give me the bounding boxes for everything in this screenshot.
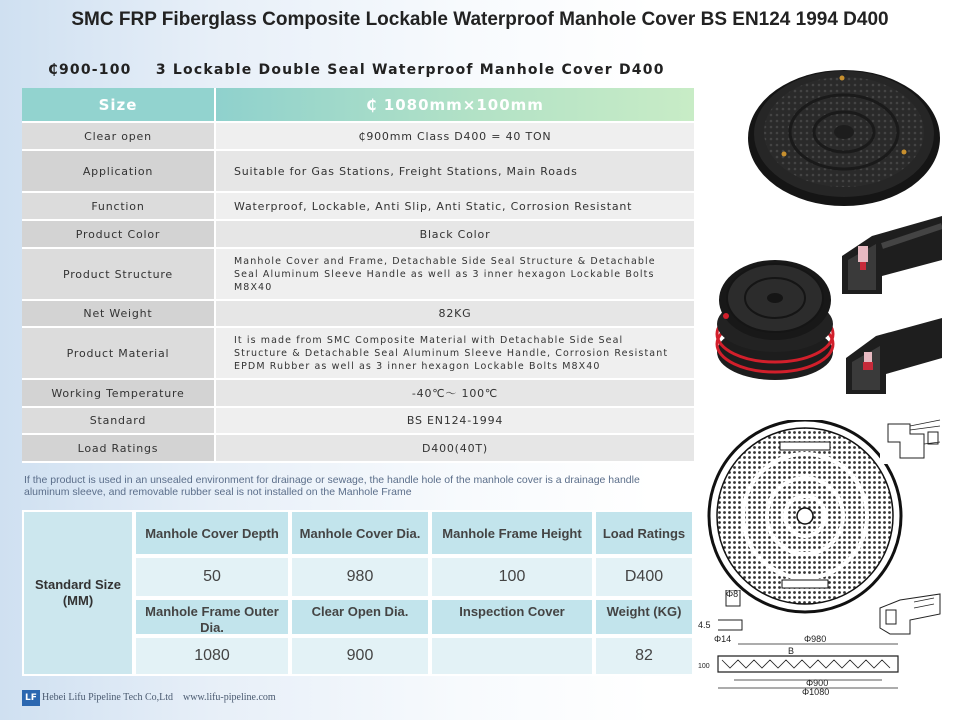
spec-table: [22, 88, 694, 463]
spec-value: ₵900mm Class D400 = 40 TON: [215, 122, 694, 150]
manhole-cover-photo: [744, 58, 944, 208]
std-value-frame-outer-dia: 1080: [134, 636, 290, 676]
spec-value: It is made from SMC Composite Material with Detachable Side Seal Structure & Detachable Seal Aluminum Sleeve Handle, Corrosion Resistant EPDM Rubber as well as 3 inner hexagon Lockable Bolts M8X40: [215, 327, 694, 379]
spec-header-row: [22, 88, 694, 122]
standard-size-label: Standard Size (MM): [22, 510, 134, 676]
spec-key: Product Structure: [22, 248, 215, 300]
spec-key: Standard: [22, 407, 215, 434]
spec-value: Suitable for Gas Stations, Freight Stations, Main Roads: [215, 150, 694, 192]
table-row: [22, 434, 694, 462]
page-subtitle: ₵900-100 3 Lockable Double Seal Waterproof Manhole Cover D400: [48, 62, 665, 78]
std-value-clear-open-dia: 900: [290, 636, 430, 676]
table-row: [22, 379, 694, 407]
table-row: [22, 220, 694, 248]
std-value-frame-height: 100: [430, 556, 594, 598]
dim-8-label: Φ8: [726, 590, 739, 599]
std-value-cover-depth: 50: [134, 556, 290, 598]
spec-value: Manhole Cover and Frame, Detachable Side Seal Structure & Detachable Seal Aluminum Sleeve Handle as well as 3 inner hexagon Lockable Bolts M8X40: [215, 248, 694, 300]
spec-key: Clear open: [22, 122, 215, 150]
spec-key: Function: [22, 192, 215, 220]
page-title: SMC FRP Fiberglass Composite Lockable Waterproof Manhole Cover BS EN124 1994 D400: [71, 9, 889, 30]
company-logo: LF: [22, 690, 40, 706]
dim-45-label: 4.5: [698, 620, 711, 630]
spec-value: -40℃～ 100℃: [215, 379, 694, 407]
section-detail-photo-2: [846, 318, 942, 394]
std-header-cover-depth: Manhole Cover Depth: [134, 510, 290, 556]
table-row: [22, 150, 694, 192]
profile-drawing-1: [880, 414, 946, 464]
std-header-weight: Weight (KG): [594, 598, 694, 636]
spec-key: Working Temperature: [22, 379, 215, 407]
standard-size-table: [22, 510, 694, 676]
spec-value: Black Color: [215, 220, 694, 248]
dim-900-label: Φ900: [806, 678, 829, 688]
spec-header-value: ₵ 1080mm×100mm: [215, 88, 694, 122]
table-row: [22, 122, 694, 150]
table-row: [22, 407, 694, 434]
std-header-frame-height: Manhole Frame Height: [430, 510, 594, 556]
table-row: [22, 300, 694, 327]
std-value-cover-dia: 980: [290, 556, 430, 598]
section-mark-label: B: [788, 646, 795, 656]
spec-value: 82KG: [215, 300, 694, 327]
spec-header-key: Size: [22, 88, 215, 122]
usage-note: If the product is used in an unsealed environment for drainage or sewage, the handle hole of the manhole cover is a drainage handle aluminum sleeve, and removable rubber seal is not installed on the Manhole Frame: [24, 474, 640, 498]
technical-drawing-section: [698, 590, 918, 698]
std-header-clear-open-dia: Clear Open Dia.: [290, 598, 430, 636]
dim-100-label: 100: [698, 663, 710, 670]
spec-value: BS EN124-1994: [215, 407, 694, 434]
spec-value: D400(40T): [215, 434, 694, 462]
std-header-cover-dia: Manhole Cover Dia.: [290, 510, 430, 556]
std-header-frame-outer-dia: Manhole Frame Outer Dia.: [134, 598, 290, 636]
spec-key: Product Material: [22, 327, 215, 379]
std-value-inspection-cover: [430, 636, 594, 676]
std-header-load-ratings: Load Ratings: [594, 510, 694, 556]
spec-value: Waterproof, Lockable, Anti Slip, Anti Static, Corrosion Resistant: [215, 192, 694, 220]
footer-text: [42, 692, 276, 703]
company-name: Hebei Lifu Pipeline Tech Co,Ltd: [42, 692, 174, 703]
table-row: [22, 327, 694, 379]
dim-1080-label: Φ1080: [802, 687, 830, 697]
std-value-weight: 82: [594, 636, 694, 676]
table-row: [22, 248, 694, 300]
company-website: www.lifu-pipeline.com: [183, 692, 276, 703]
seal-structure-photo: [712, 254, 838, 384]
dim-14-label: Φ14: [714, 634, 732, 644]
spec-key: Product Color: [22, 220, 215, 248]
dim-980-label: Φ980: [804, 634, 827, 644]
table-row: [22, 192, 694, 220]
std-value-load-ratings: D400: [594, 556, 694, 598]
spec-key: Load Ratings: [22, 434, 215, 462]
spec-key: Net Weight: [22, 300, 215, 327]
std-header-inspection-cover: Inspection Cover: [430, 598, 594, 636]
spec-key: Application: [22, 150, 215, 192]
section-detail-photo-1: [842, 216, 942, 294]
